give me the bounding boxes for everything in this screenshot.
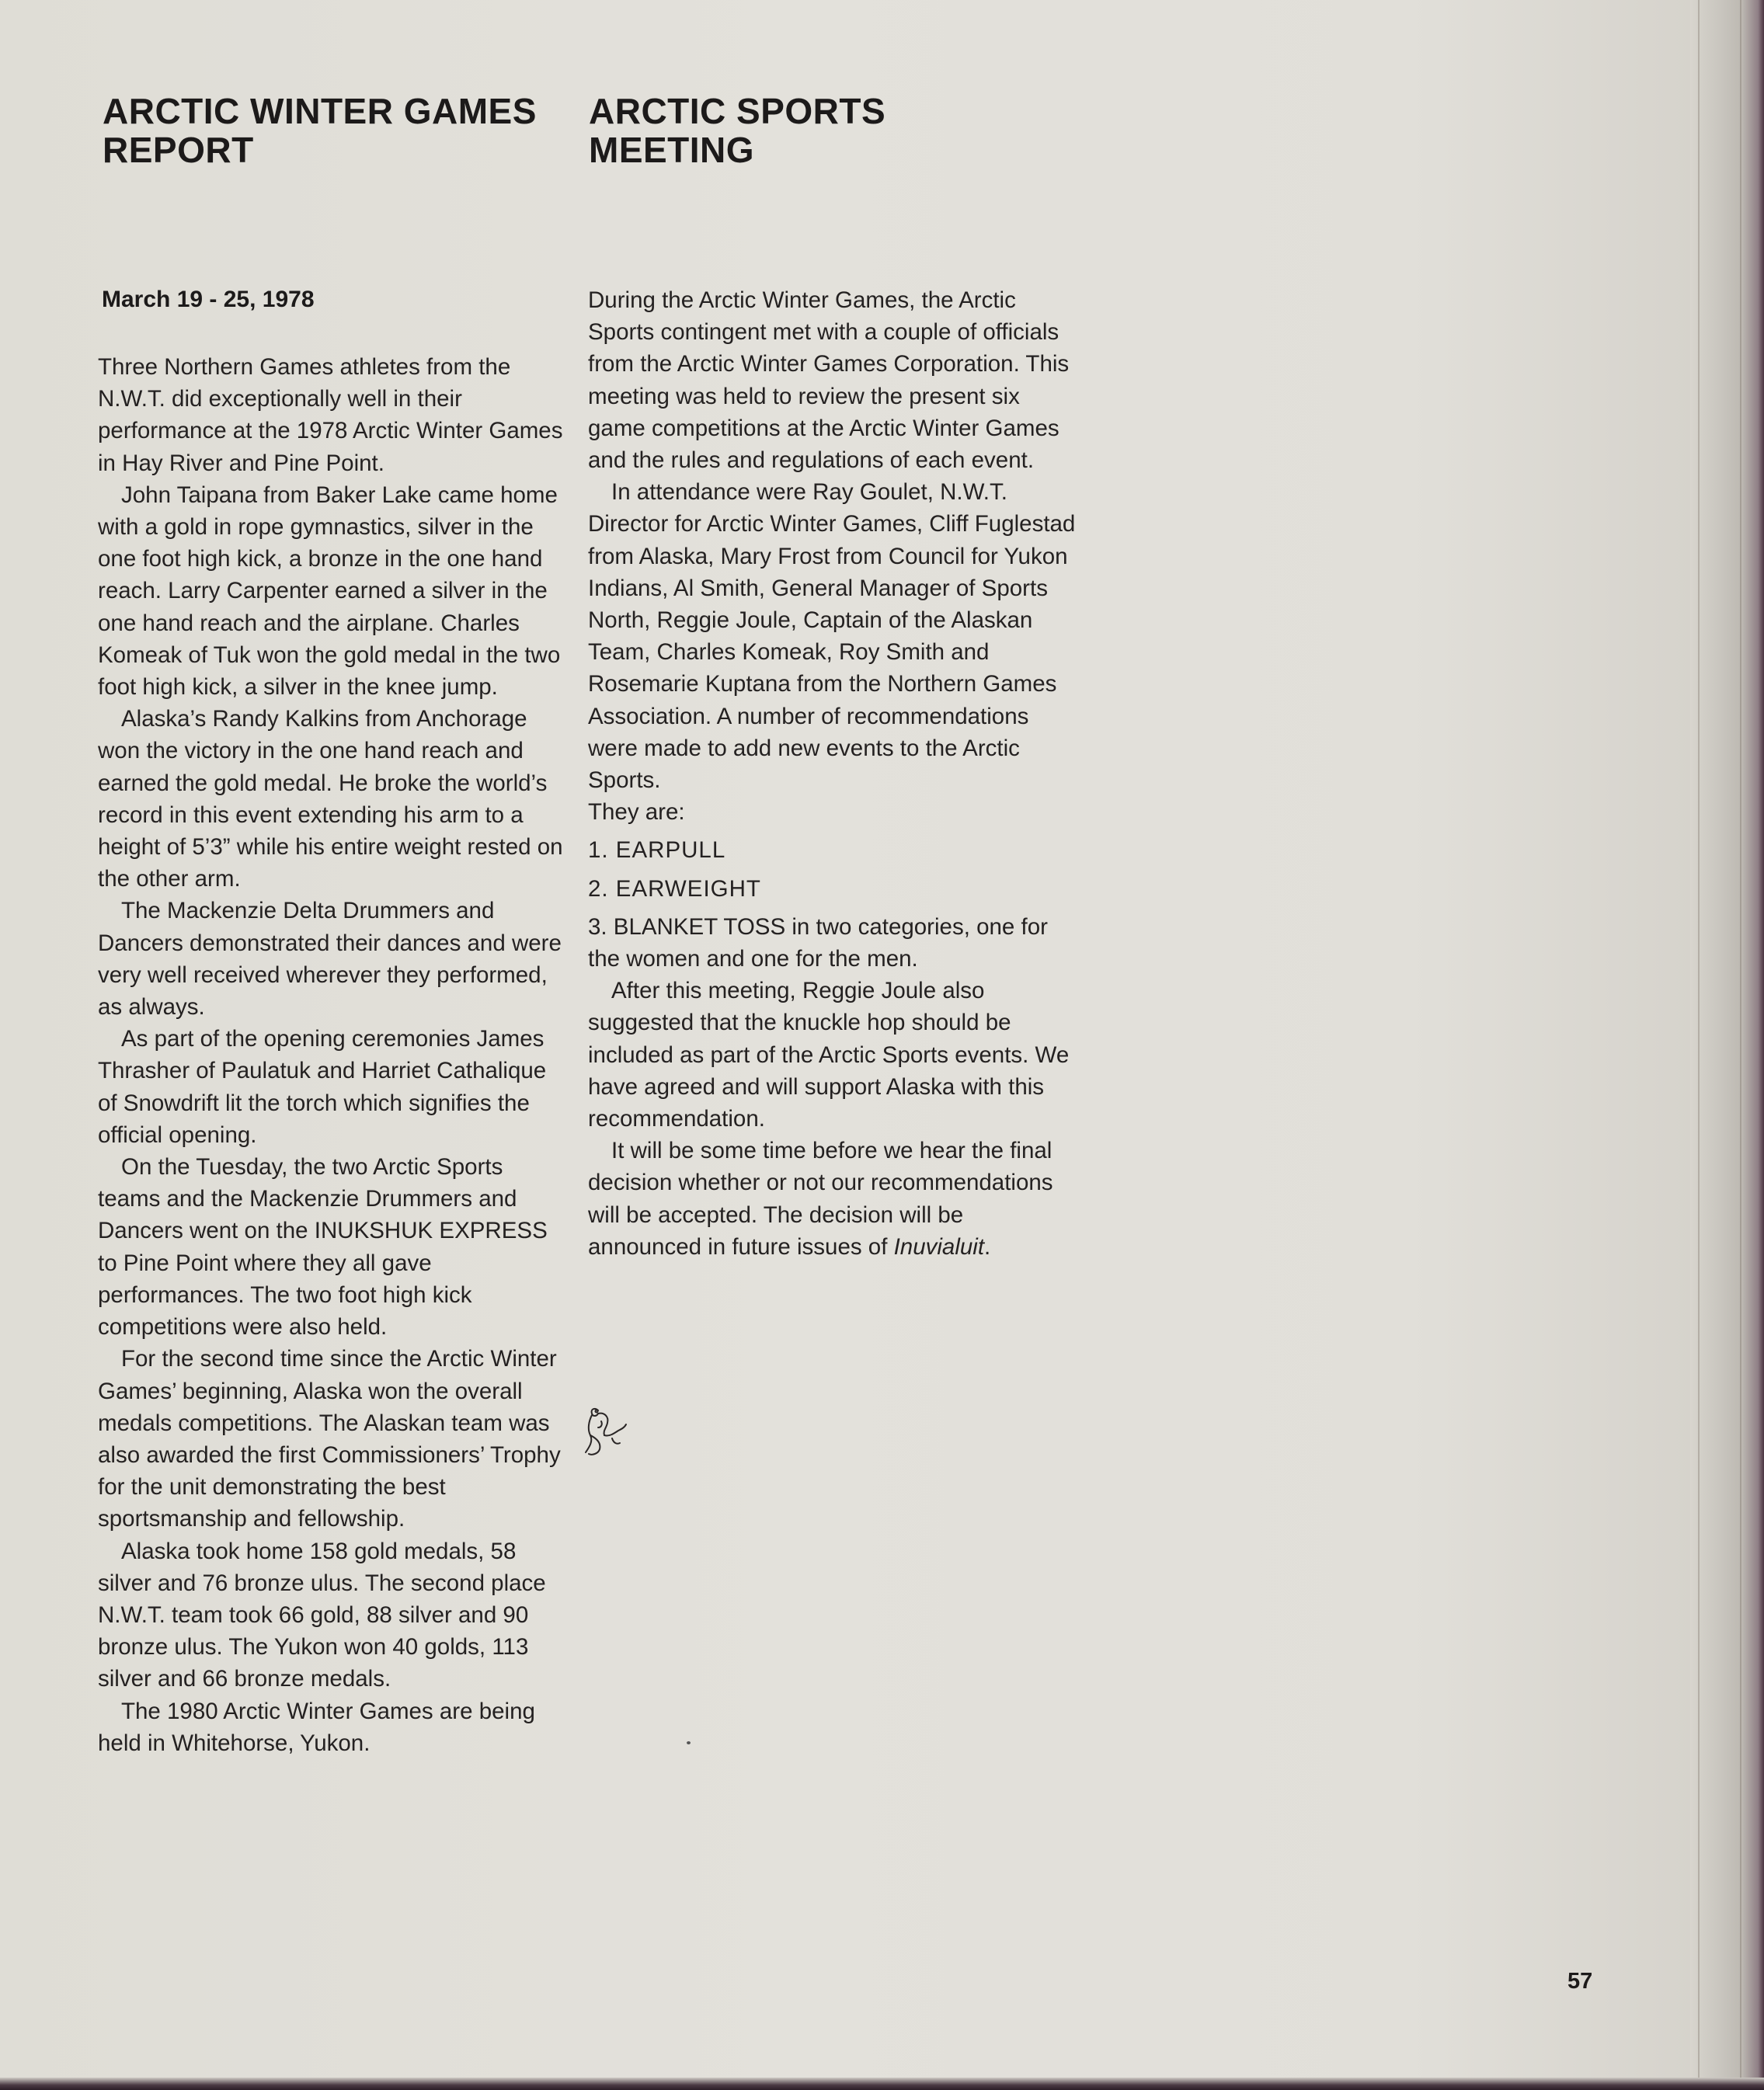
- left-paragraph: For the second time since the Arctic Winter Games’ beginning, Alaska won the overall medals competitions. The Alaskan team was also awarded the first Commissioners’ Trophy for the unit demonstrating the best sportsmanship and fellowship.: [98, 1346, 561, 1532]
- page-number: 57: [1567, 1969, 1593, 1994]
- left-paragraph: Alaska’s Randy Kalkins from Anchorage won the victory in the one hand reach and earned the gold medal. He broke the world’s record in this event extending his arm to a height of 5’3” while his entire weight rested on the other arm.: [98, 706, 563, 892]
- left-paragraph: Alaska took home 158 gold medals, 58 silver and 76 bronze ulus. The second place N.W.T. team took 66 gold, 88 silver and 90 bronze ulus. The Yukon won 40 golds, 113 silver and 66 bronze medals.: [98, 1538, 546, 1692]
- left-paragraph: Three Northern Games athletes from the N.W.T. did exceptionally well in their performance at the 1978 Arctic Winter Games in Hay River and Pine Point.: [98, 354, 563, 476]
- left-paragraph: On the Tuesday, the two Arctic Sports teams and the Mackenzie Drummers and Dancers went on the INUKSHUK EXPRESS to Pine Point where they all gave performances. The two foot high kick competitions were also held.: [98, 1154, 548, 1341]
- left-paragraph: As part of the opening ceremonies James Thrasher of Paulatuk and Harriet Cathalique of Snowdrift lit the torch which signifies the official opening.: [98, 1026, 547, 1148]
- page-edge-line: [1698, 0, 1700, 2090]
- right-paragraph: In attendance were Ray Goulet, N.W.T. Director for Arctic Winter Games, Cliff Fuglestad from Alaska, Mary Frost from Council for Yukon Indians, Al Smith, General Manager of Sports North, Reggie Joule, Captain of the Alaskan Team, Charles Komeak, Roy Smith and Rosemarie Kuptana from the Northern Games Association. A number of recommendations were made to add new events to the Arctic Sports.: [588, 479, 1076, 794]
- drawing-end-mark-icon: [581, 1404, 629, 1460]
- left-title-line-1: ARCTIC WINTER GAMES: [103, 91, 537, 131]
- recommendation-list-item: 2. EARWEIGHT: [588, 875, 761, 902]
- closing-text: It will be some time before we hear the final decision whether or not our recommendations will be accepted. The decision will be announced in future issues of: [588, 1138, 1053, 1260]
- right-paragraph: During the Arctic Winter Games, the Arctic Sports contingent met with a couple of officials from the Arctic Winter Games Corporation. This meeting was held to review the present six game competitions at the Arctic Winter Games and the rules and regulations of each event.: [588, 287, 1070, 474]
- print-speck: [687, 1741, 691, 1744]
- closing-period: .: [984, 1233, 991, 1260]
- left-paragraph: The Mackenzie Delta Drummers and Dancers demonstrated their dances and were very well received wherever they performed, as always.: [98, 898, 562, 1021]
- right-paragraph: After this meeting, Reggie Joule also suggested that the knuckle hop should be included as part of the Arctic Sports events. We have agreed and will support Alaska with this recommendation.: [588, 978, 1070, 1132]
- right-article-body: [588, 284, 1077, 1263]
- left-article-dateline: March 19 - 25, 1978: [102, 287, 315, 312]
- left-article-title: [103, 92, 537, 169]
- page-binding-edge: [1690, 0, 1764, 2090]
- right-title-line-2: MEETING: [589, 130, 755, 170]
- right-closing-paragraph: [588, 1135, 1077, 1263]
- left-paragraph: The 1980 Arctic Winter Games are being held in Whitehorse, Yukon.: [98, 1698, 535, 1756]
- page-edge-line: [1740, 0, 1741, 2090]
- left-article-body: [98, 351, 564, 1759]
- left-title-line-2: REPORT: [103, 130, 254, 170]
- left-paragraph: John Taipana from Baker Lake came home with a gold in rope gymnastics, silver in the one foot high kick, a bronze in the one hand reach. Larry Carpenter earned a silver in the one hand reach and the airplane. Charles Komeak of Tuk won the gold medal in the two foot high kick, a silver in the knee jump.: [98, 482, 561, 701]
- publication-name: Inuvialuit: [893, 1233, 985, 1260]
- right-article-title: [589, 92, 885, 169]
- recommendation-list-item: 3. BLANKET TOSS in two categories, one for the women and one for the men.: [588, 913, 1048, 972]
- right-title-line-1: ARCTIC SPORTS: [589, 91, 886, 131]
- recommendation-list-item: 1. EARPULL: [588, 837, 726, 864]
- page-bottom-edge: [0, 2078, 1764, 2090]
- right-paragraph: They are:: [588, 799, 685, 826]
